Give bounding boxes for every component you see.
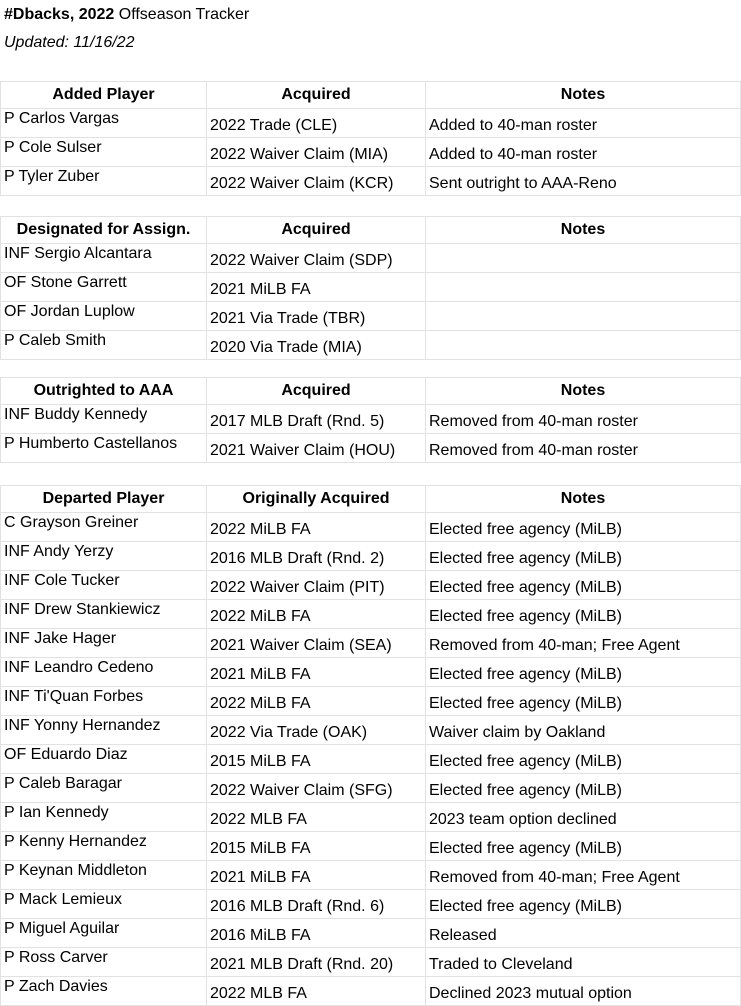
player-cell: OF Jordan Luplow [1,302,207,331]
notes-cell: Removed from 40-man; Free Agent [426,629,741,658]
table-row [1,600,741,629]
acquired-cell: 2022 Via Trade (OAK) [207,716,426,745]
player-cell: P Humberto Castellanos [1,434,207,463]
notes-cell: Elected free agency (MiLB) [426,658,741,687]
table-row [1,302,741,331]
table-row [1,832,741,861]
table-row [1,167,741,196]
player-cell: INF Yonny Hernandez [1,716,207,745]
table-row [1,273,741,302]
table-row [1,774,741,803]
player-column-header: Designated for Assign. [1,217,207,244]
header-row [1,82,741,109]
table-row [1,890,741,919]
notes-cell: Elected free agency (MiLB) [426,513,741,542]
notes-cell: Elected free agency (MiLB) [426,542,741,571]
player-cell: INF Buddy Kennedy [1,405,207,434]
player-cell: P Caleb Smith [1,331,207,360]
designated-for-assignment-table [0,216,741,360]
acquired-cell: 2022 MLB FA [207,803,426,832]
table-row [1,405,741,434]
player-cell: INF Leandro Cedeno [1,658,207,687]
acquired-cell: 2015 MiLB FA [207,745,426,774]
acquired-cell: 2021 MiLB FA [207,273,426,302]
acquired-cell: 2022 Waiver Claim (SFG) [207,774,426,803]
acquired-cell: 2021 Waiver Claim (SEA) [207,629,426,658]
notes-cell: Elected free agency (MiLB) [426,687,741,716]
table-row [1,977,741,1006]
header-row [1,486,741,513]
notes-column-header: Notes [426,217,741,244]
notes-cell: Released [426,919,741,948]
notes-cell [426,244,741,273]
player-cell: OF Stone Garrett [1,273,207,302]
notes-cell: Elected free agency (MiLB) [426,745,741,774]
player-cell: INF Jake Hager [1,629,207,658]
notes-cell: Removed from 40-man; Free Agent [426,861,741,890]
header-row [1,378,741,405]
acquired-cell: 2022 MiLB FA [207,600,426,629]
player-cell: C Grayson Greiner [1,513,207,542]
notes-column-header: Notes [426,378,741,405]
acquired-cell: 2017 MLB Draft (Rnd. 5) [207,405,426,434]
player-cell: P Keynan Middleton [1,861,207,890]
acquired-cell: 2021 Via Trade (TBR) [207,302,426,331]
player-cell: INF Sergio Alcantara [1,244,207,273]
acquired-cell: 2016 MLB Draft (Rnd. 6) [207,890,426,919]
notes-column-header: Notes [426,82,741,109]
notes-cell: Elected free agency (MiLB) [426,571,741,600]
table-row [1,138,741,167]
table-row [1,434,741,463]
table-row [1,571,741,600]
notes-cell: Removed from 40-man roster [426,434,741,463]
player-column-header: Added Player [1,82,207,109]
notes-cell: Sent outright to AAA-Reno [426,167,741,196]
title-team: #Dbacks, 2022 [4,6,115,23]
player-column-header: Outrighted to AAA [1,378,207,405]
player-cell: INF Ti'Quan Forbes [1,687,207,716]
acquired-cell: 2022 Waiver Claim (SDP) [207,244,426,273]
notes-cell: Elected free agency (MiLB) [426,890,741,919]
player-cell: INF Drew Stankiewicz [1,600,207,629]
acquired-cell: 2022 MiLB FA [207,687,426,716]
acquired-cell: 2016 MiLB FA [207,919,426,948]
notes-cell: Removed from 40-man roster [426,405,741,434]
table-row [1,513,741,542]
player-cell: P Tyler Zuber [1,167,207,196]
table-row [1,658,741,687]
table-row [1,629,741,658]
notes-cell [426,331,741,360]
player-cell: P Carlos Vargas [1,109,207,138]
table-row [1,803,741,832]
player-cell: P Cole Sulser [1,138,207,167]
acquired-cell: 2021 MiLB FA [207,861,426,890]
player-cell: P Ian Kennedy [1,803,207,832]
departed-players-table [0,485,741,1006]
notes-cell: Traded to Cleveland [426,948,741,977]
header-row [1,217,741,244]
acquired-cell: 2022 Waiver Claim (PIT) [207,571,426,600]
notes-cell [426,273,741,302]
acquired-cell: 2020 Via Trade (MIA) [207,331,426,360]
table-row [1,542,741,571]
page-title [4,6,249,24]
notes-cell [426,302,741,331]
player-cell: P Mack Lemieux [1,890,207,919]
table-row [1,109,741,138]
player-cell: P Ross Carver [1,948,207,977]
acquired-column-header: Acquired [207,82,426,109]
notes-column-header: Notes [426,486,741,513]
acquired-cell: 2022 Trade (CLE) [207,109,426,138]
notes-cell: Declined 2023 mutual option [426,977,741,1006]
table-row [1,244,741,273]
notes-cell: Elected free agency (MiLB) [426,832,741,861]
acquired-cell: 2015 MiLB FA [207,832,426,861]
acquired-column-header: Acquired [207,378,426,405]
acquired-cell: 2022 MLB FA [207,977,426,1006]
acquired-cell: 2022 Waiver Claim (MIA) [207,138,426,167]
acquired-cell: 2021 Waiver Claim (HOU) [207,434,426,463]
outrighted-to-aaa-table [0,377,741,463]
player-cell: P Caleb Baragar [1,774,207,803]
table-row [1,861,741,890]
notes-cell: Elected free agency (MiLB) [426,774,741,803]
player-cell: P Kenny Hernandez [1,832,207,861]
acquired-cell: 2022 Waiver Claim (KCR) [207,167,426,196]
acquired-column-header: Acquired [207,217,426,244]
notes-cell: Added to 40-man roster [426,109,741,138]
table-row [1,919,741,948]
notes-cell: Elected free agency (MiLB) [426,600,741,629]
notes-cell: 2023 team option declined [426,803,741,832]
notes-cell: Added to 40-man roster [426,138,741,167]
player-cell: P Miguel Aguilar [1,919,207,948]
table-row [1,745,741,774]
notes-cell: Waiver claim by Oakland [426,716,741,745]
player-cell: OF Eduardo Diaz [1,745,207,774]
player-cell: INF Cole Tucker [1,571,207,600]
player-cell: INF Andy Yerzy [1,542,207,571]
acquired-cell: 2016 MLB Draft (Rnd. 2) [207,542,426,571]
acquired-cell: 2022 MiLB FA [207,513,426,542]
table-row [1,331,741,360]
updated-date: Updated: 11/16/22 [4,34,135,51]
added-players-table [0,81,741,196]
table-row [1,716,741,745]
acquired-cell: 2021 MiLB FA [207,658,426,687]
table-row [1,948,741,977]
player-cell: P Zach Davies [1,977,207,1006]
table-row [1,687,741,716]
player-column-header: Departed Player [1,486,207,513]
title-rest: Offseason Tracker [114,6,250,23]
acquired-cell: 2021 MLB Draft (Rnd. 20) [207,948,426,977]
acquired-column-header: Originally Acquired [207,486,426,513]
